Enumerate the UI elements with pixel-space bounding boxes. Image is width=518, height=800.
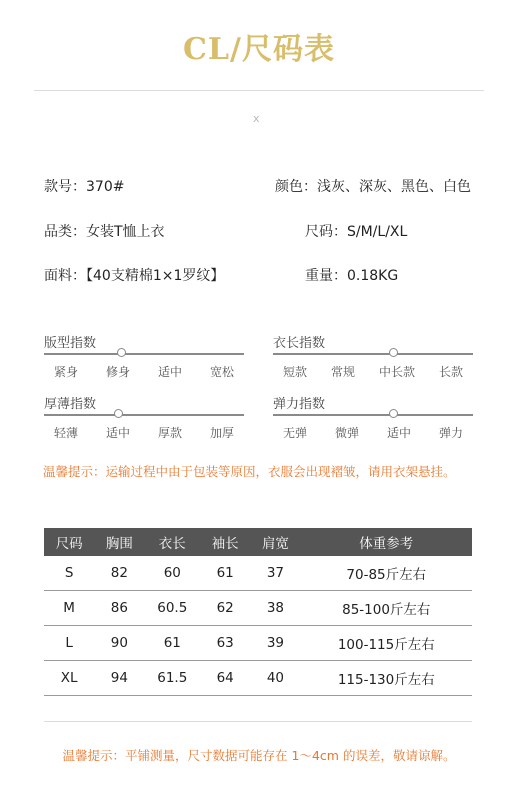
shipping-notice: 温馨提示：运输过程中由于包装等原因，衣服会出现褶皱，请用衣架悬挂。	[43, 464, 456, 479]
header-chest: 胸围	[94, 528, 144, 556]
fit-option: 宽松	[209, 365, 234, 379]
thickness-option: 适中	[105, 426, 130, 440]
fit-scale-track	[44, 353, 244, 355]
table-cell: 64	[200, 661, 250, 696]
thickness-scale	[44, 393, 244, 441]
table-row	[44, 661, 472, 696]
thickness-option: 轻薄	[54, 426, 79, 440]
colors-value: 浅灰、深灰、黑色、白色	[317, 179, 471, 195]
fit-scale	[44, 332, 244, 380]
elasticity-scale-marker	[389, 409, 398, 418]
table-cell: 39	[250, 626, 300, 661]
table-cell: 63	[200, 626, 250, 661]
fabric-label: 面料 ：	[44, 268, 86, 284]
table-cell: 85-100斤左右	[301, 591, 472, 626]
weight-label: 重量 ：	[305, 268, 347, 284]
length-scale-label: 衣长指数	[273, 336, 326, 351]
table-cell: 115-130斤左右	[301, 661, 472, 696]
title-divider	[34, 90, 484, 91]
info-weight	[305, 265, 398, 285]
category-value: 女装T恤上衣	[86, 224, 165, 240]
sizes-value: S/M/L/XL	[347, 224, 408, 240]
elasticity-option: 弹力	[438, 426, 463, 440]
info-style-no	[44, 176, 124, 196]
colors-label: 颜色 ：	[275, 179, 317, 195]
table-cell: 61	[145, 626, 201, 661]
fit-option: 修身	[105, 365, 130, 379]
info-category	[44, 221, 165, 241]
length-option: 常规	[330, 365, 355, 379]
table-row	[44, 556, 472, 591]
table-cell: S	[44, 556, 94, 591]
thickness-scale-marker	[114, 409, 123, 418]
measurement-tip: 温馨提示：平铺测量，尺寸数据可能存在 1～4cm 的误差，敬请谅解。	[62, 748, 456, 763]
close-icon[interactable]: x	[253, 112, 260, 125]
fit-option: 紧身	[54, 365, 79, 379]
length-scale	[273, 332, 473, 380]
length-scale-marker	[389, 348, 398, 357]
table-cell: 70-85斤左右	[301, 556, 472, 591]
size-table	[44, 528, 472, 696]
thickness-scale-track	[44, 414, 244, 416]
table-cell: 60.5	[145, 591, 201, 626]
elasticity-scale-label: 弹力指数	[273, 397, 326, 412]
table-cell: 86	[94, 591, 144, 626]
fabric-value: 【40支精棉1×1罗纹】	[86, 268, 225, 284]
style-no-label: 款号 ：	[44, 179, 86, 195]
table-cell: 40	[250, 661, 300, 696]
length-option: 短款	[283, 365, 308, 379]
elasticity-option: 适中	[386, 426, 411, 440]
elasticity-scale-track	[273, 414, 473, 416]
header-weight-ref: 体重参考	[301, 528, 472, 556]
category-label: 品类 ：	[44, 224, 86, 240]
thickness-scale-label: 厚薄指数	[44, 397, 97, 412]
table-row	[44, 591, 472, 626]
table-cell: 37	[250, 556, 300, 591]
table-cell: 61	[200, 556, 250, 591]
table-cell: 82	[94, 556, 144, 591]
table-cell: 60	[145, 556, 201, 591]
thickness-option: 厚款	[157, 426, 182, 440]
table-cell: XL	[44, 661, 94, 696]
weight-value: 0.18KG	[347, 268, 399, 284]
header-shoulder: 肩宽	[250, 528, 300, 556]
info-colors	[275, 176, 471, 196]
length-option: 长款	[438, 365, 463, 379]
table-header-row	[44, 528, 472, 556]
page-title: CL/尺码表	[183, 32, 335, 67]
fit-scale-marker	[117, 348, 126, 357]
table-cell: 90	[94, 626, 144, 661]
info-sizes	[305, 221, 407, 241]
header-length: 衣长	[145, 528, 201, 556]
elasticity-option: 微弹	[334, 426, 359, 440]
table-cell: 62	[200, 591, 250, 626]
fit-scale-label: 版型指数	[44, 336, 97, 351]
length-option: 中长款	[378, 365, 415, 379]
header-sleeve: 袖长	[200, 528, 250, 556]
table-cell: L	[44, 626, 94, 661]
style-no-value: 370#	[86, 179, 125, 195]
info-fabric	[44, 265, 224, 285]
table-cell: 100-115斤左右	[301, 626, 472, 661]
thickness-option: 加厚	[209, 426, 234, 440]
elasticity-option: 无弹	[283, 426, 308, 440]
fit-option: 适中	[157, 365, 182, 379]
elasticity-scale	[273, 393, 473, 441]
table-cell: 38	[250, 591, 300, 626]
table-row	[44, 626, 472, 661]
table-cell: 61.5	[145, 661, 201, 696]
bottom-divider	[44, 721, 472, 722]
header-size: 尺码	[44, 528, 94, 556]
sizes-label: 尺码 ：	[305, 224, 347, 240]
table-cell: 94	[94, 661, 144, 696]
table-cell: M	[44, 591, 94, 626]
length-scale-track	[273, 353, 473, 355]
